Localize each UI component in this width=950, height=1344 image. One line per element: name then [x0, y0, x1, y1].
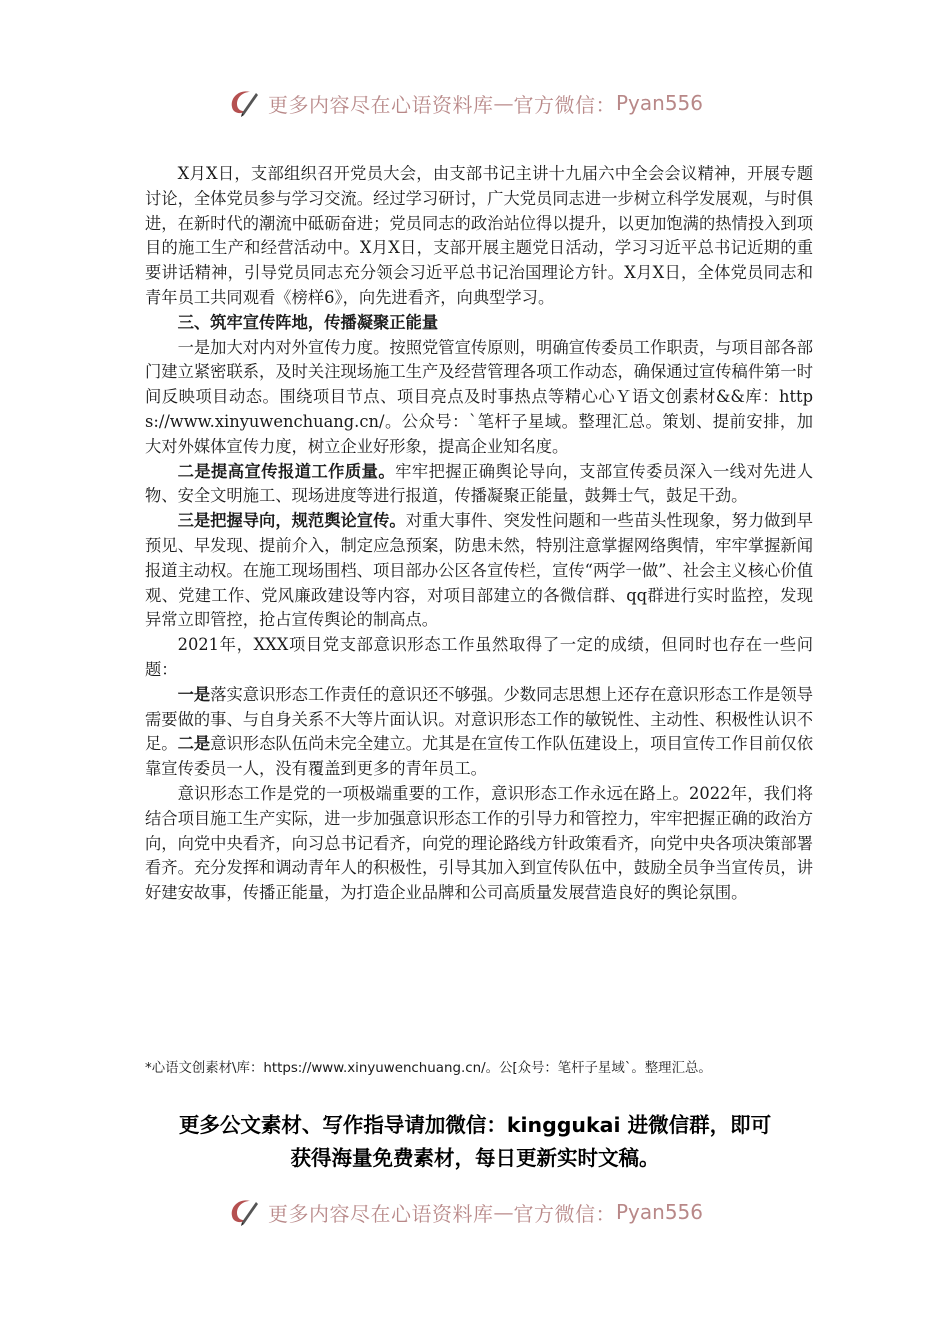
paragraph-party-meetings: [145, 162, 813, 311]
source-note: *心语文创素材\库：https://www.xinyuwenchuang.cn/。公[众号：笔杆子星域`。整理汇总。: [145, 1061, 712, 1076]
promo-line-2: 获得海量免费素材，每日更新实时文稿。: [290, 1146, 660, 1170]
pen-logo-icon: [226, 85, 262, 121]
banner-text: 更多内容尽在心语资料库: [268, 1201, 494, 1226]
banner-wechat-id: Pyan556: [616, 1200, 704, 1224]
promo-block: [100, 1109, 850, 1175]
paragraph-text-2: 意识形态队伍尚未完全建立。尤其是在宣传工作队伍建设上，项目宣传工作目前仅依靠宣传委员一人，没有覆盖到更多的青年员工。: [145, 734, 813, 779]
header-banner: [226, 83, 703, 123]
section-heading-text: 三、筑牢宣传阵地，传播凝聚正能量: [177, 312, 439, 332]
paragraph-report-quality: [145, 460, 813, 510]
banner-text: 更多内容尽在心语资料库: [268, 92, 494, 117]
paragraph-conclusion: [145, 782, 813, 906]
document-body: [145, 162, 813, 906]
banner-separator: —: [493, 91, 514, 115]
banner-wechat-id: Pyan556: [616, 91, 704, 115]
paragraph-text: 一是加大对内对外宣传力度。按照党管宣传原则，明确宣传委员工作职责，与项目部各部门建立紧密联系，及时关注现场施工生产及经营管理各项工作动态，确保通过宣传稿件第一时间反映项目动态。围绕项目节点、项目亮点及时事热点等精心心Ｙ语文创素材&&库：https://www.xinyuwenchuang.cn/。公众号：`笔杆子星域。整理汇总。策划、提前安排，加大对外媒体宣传力度，树立企业好形象，提高企业知名度。: [145, 337, 813, 456]
paragraph-text: 2021年，XXX项目党支部意识形态工作虽然取得了一定的成绩，但同时也存在一些问题：: [145, 635, 813, 679]
paragraph-problems-intro: [145, 633, 813, 683]
paragraph-opinion-guidance: [145, 509, 813, 633]
paragraph-lead: 二是提高宣传报道工作质量。: [177, 461, 396, 481]
paragraph-text: 意识形态工作是党的一项极端重要的工作，意识形态工作永远在路上。2022年，我们将结合项目施工生产实际，进一步加强意识形态工作的引导力和管控力，牢牢把握正确的政治方向，向党中央看齐，向习总书记看齐，向党的理论路线方针政策看齐，向党中央各项决策部署看齐。充分发挥和调动青年人的积极性，引导其加入到宣传队伍中，鼓励全员争当宣传员，讲好建安故事，传播正能量，为打造企业品牌和公司高质量发展营造良好的舆论氛围。: [145, 783, 813, 903]
paragraph-lead: 三是把握导向，规范舆论宣传。: [177, 511, 406, 531]
banner-contact-label: 官方微信：: [513, 1201, 616, 1226]
banner-separator: —: [493, 1200, 514, 1224]
banner-contact-label: 官方微信：: [513, 92, 616, 117]
promo-line-1: 更多公文素材、写作指导请加微信：kinggukai 进微信群，即可: [178, 1113, 772, 1137]
paragraph-text: 牢牢把握正确舆论导向，支部宣传委员深入一线对先进人物、安全文明施工、现场进度等进行报道，传播凝聚正能量，鼓舞士气，鼓足干劲。: [145, 461, 813, 506]
paragraph-text: 对重大事件、突发性问题和一些苗头性现象，努力做到早预见、早发现、提前介入，制定应急预案，防患未然，特别注意掌握网络舆情，牢牢掌握新闻报道主动权。在施工现场围档、项目部办公区各宣传栏，宣传“两学一做”、社会主义核心价值观、党建工作、党风廉政建设等内容，对项目部建立的各微信群、qq群进行实时监控，发现异常立即管控，抢占宣传舆论的制高点。: [145, 511, 813, 630]
paragraph-lead: 一是: [177, 684, 211, 704]
paragraph-publicity-effort: [145, 336, 813, 460]
paragraph-lead-2: 二是: [177, 734, 211, 754]
paragraph-problems-list: [145, 683, 813, 782]
paragraph-text: X月X日，支部组织召开党员大会，由支部书记主讲十九届六中全会会议精神，开展专题讨论，全体党员参与学习交流。经过学习研讨，广大党员同志进一步树立科学发展观，与时俱进，在新时代的潮流中砥砺奋进；党员同志的政治站位得以提升，以更加饱满的热情投入到项目的施工生产和经营活动中。X月X日，支部开展主题党日活动，学习习近平总书记近期的重要讲话精神，引导党员同志充分领会习近平总书记治国理论方针。X月X日，全体党员同志和青年员工共同观看《榜样6》，向先进看齐，向典型学习。: [145, 164, 813, 307]
section-heading-3: [145, 311, 813, 336]
pen-logo-icon: [226, 1194, 262, 1230]
paragraph-text: 落实意识形态工作责任的意识还不够强。少数同志思想上还存在意识形态工作是领导需要做的事、与自身关系不大等片面认识。对意识形态工作的敏锐性、主动性、积极性认识不足。: [145, 684, 813, 754]
footer-banner: [226, 1192, 703, 1232]
